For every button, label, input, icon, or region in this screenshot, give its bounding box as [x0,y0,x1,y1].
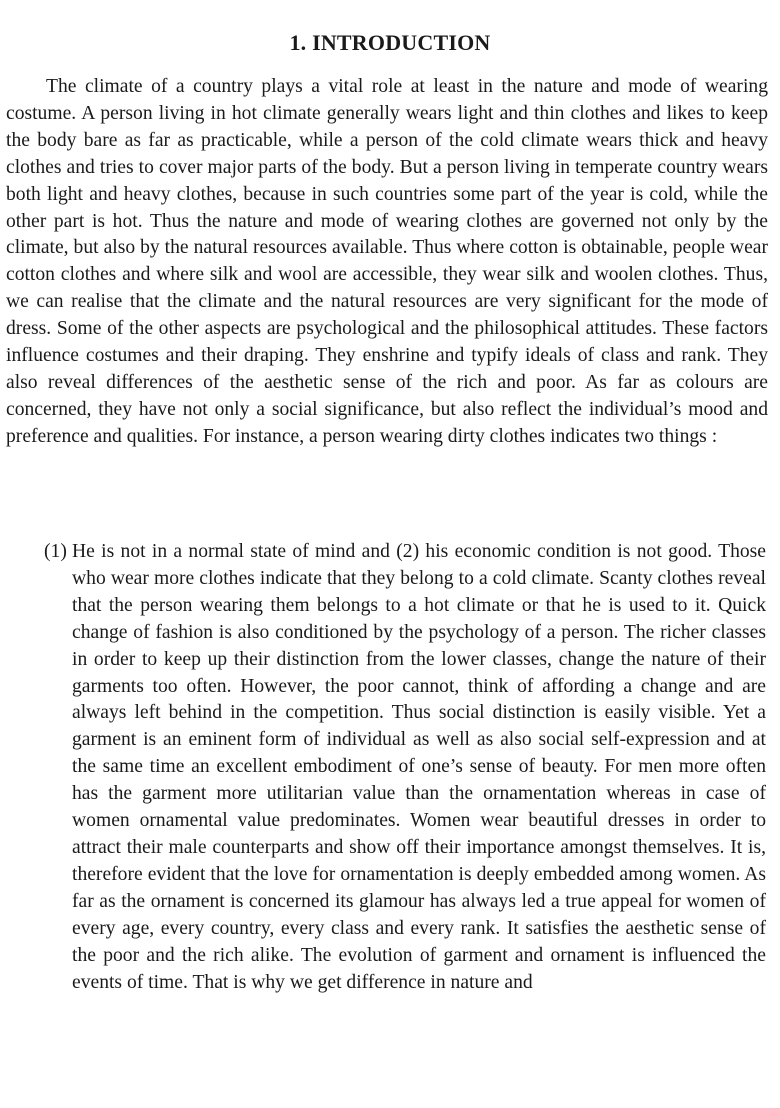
numbered-list [44,539,766,996]
list-item-marker: (1) [44,541,67,562]
list-item-text: He is not in a normal state of mind and (2) his economic condition is not good. Those who wear more clothes indicate that they belong to a cold climate. Scanty clothes reveal that the person wearing them belongs to a hot climate or that he is used to it. Quick change of fashion is also conditioned by the psychology of a person. The richer classes in order to keep up their distinction from the lower classes, change the nature of their garments too often. However, the poor cannot, think of affording a change and are always left behind in the competition. Thus social distinction is easily visible. Yet a garment is an eminent form of individual as well as also social self-expression and at the same time an excellent embodiment of one’s sense of beauty. For men more often has the garment more utilitarian value than the ornamentation whereas in case of women ornamental value predominates. Women wear beautiful dresses in order to attract their male counterparts and show off their importance amongst themselves. It is, therefore evident that the love for ornamentation is deeply embedded among women. As far as the ornament is concerned its glamour has always led a true appeal for women of every age, every country, every class and every rank. It satisfies the aesthetic sense of the poor and the rich alike. The evolution of garment and ornament is influenced the events of time. That is why we get difference in nature and [72,541,766,993]
list-item [44,539,766,996]
section-title: 1. INTRODUCTION [289,30,491,55]
body-paragraph: The climate of a country plays a vital role at least in the nature and mode of wearing costume. A person living in hot climate generally wears light and thin clothes and likes to keep the body bare as far as practicable, while a person of the cold climate wears thick and heavy clothes and tries to cover major parts of the body. But a person living in temperate country wears both light and heavy clothes, because in such countries some part of the year is cold, while the other part is hot. Thus the nature and mode of wearing clothes are governed not only by the climate, but also by the natural resources available. Thus where cotton is obtainable, people wear cotton clothes and where silk and wool are accessible, they wear silk and woolen clothes. Thus, we can realise that the climate and the natural resources are very significant for the mode of dress. Some of the other aspects are psychological and the philosophical attitudes. These factors influence costumes and their draping. They enshrine and typify ideals of class and rank. They also reveal differences of the aesthetic sense of the rich and poor. As far as colours are concerned, they have not only a social significance, but also reflect the individual’s mood and preference and qualities. For instance, a person wearing dirty clothes indicates two things : [6,76,768,447]
